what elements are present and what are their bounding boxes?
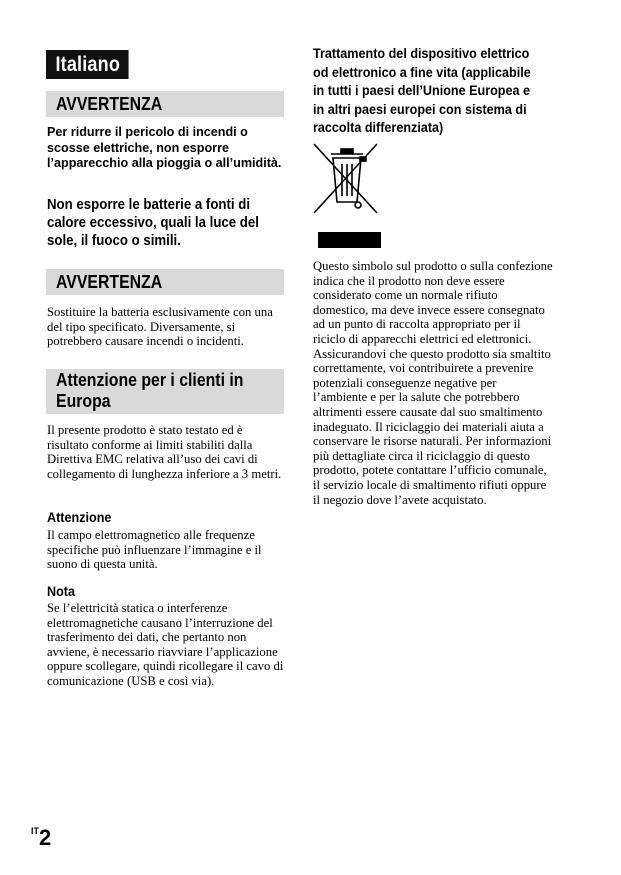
weee-symbol-text: Questo simbolo sul prodotto o sulla confezione indica che il prodotto non deve essere considerato come un normale rifiuto domestico, ma deve invece essere consegnato ad un punto di raccolta appropriato per il riciclo di apparecchi elettrici ed elettronici. Assicurandovi che questo prodotto sia smaltito correttamente, voi contribuirete a prevenire potenziali conseguenze negative per l’ambiente e per la salute che potrebbero altrimenti essere causate dal suo smaltimento inadeguato. Il riciclaggio dei materiali aiuta a conservare le risorse naturali. Per informazioni più dettagliate circa il riciclaggio di questo prodotto, potete contattare l’ufficio comunale, il servizio locale di smaltimento rifiuti oppure il negozio dove l’avete acquistato. <box>313 259 553 507</box>
disposal-title: Trattamento del dispositivo elettrico od elettronico a fine vita (applicabile in tutti i paesi dell’Unione Europea e in altri paesi europei con sistema di raccolta differenziata) <box>313 45 531 136</box>
europe-customers-heading: Attenzione per i clienti in Europa <box>46 369 284 414</box>
note-text: Se l’elettricità statica o interferenze elettromagnetiche causano l’interruzione del trasferimento dei dati, che pertanto non avviene, è necessario riavviare l’applicazione oppure scollegare, quindi ricollegare il cavo di comunicazione (USB e così via). <box>47 601 284 688</box>
note-heading: Nota <box>47 583 76 599</box>
attention-heading: Attenzione <box>47 509 112 525</box>
battery-replacement-text: Sostituire la batteria esclusivamente con una del tipo specificato. Diversamente, si potrebbero causare incendi o incidenti. <box>47 305 273 349</box>
crossed-out-wheelie-bin-icon <box>311 140 383 250</box>
language-tab: Italiano <box>46 50 129 79</box>
warning-batteries-heat: Non esporre le batterie a fonti di calore eccessivo, quali la luce del sole, il fuoco o simili. <box>47 197 259 249</box>
warning-heading-1: AVVERTENZA <box>46 91 284 117</box>
page-number: $^{IT}$2 <box>31 825 52 850</box>
warning-fire-rain: Per ridurre il pericolo di incendi o scosse elettriche, non esporre l’apparecchio alla pioggia o all’umidità. <box>47 125 282 170</box>
emc-compliance-text: Il presente prodotto è stato testato ed è risultato conforme ai limiti stabiliti dalla Direttiva EMC relativa all’uso dei cavi di collegamento di lunghezza inferiore a 3 metri. <box>47 423 282 481</box>
warning-heading-2: AVVERTENZA <box>46 269 284 295</box>
attention-text: Il campo elettromagnetico alle frequenze specifiche può influenzare l’immagine e il suono di questa unità. <box>47 528 262 572</box>
